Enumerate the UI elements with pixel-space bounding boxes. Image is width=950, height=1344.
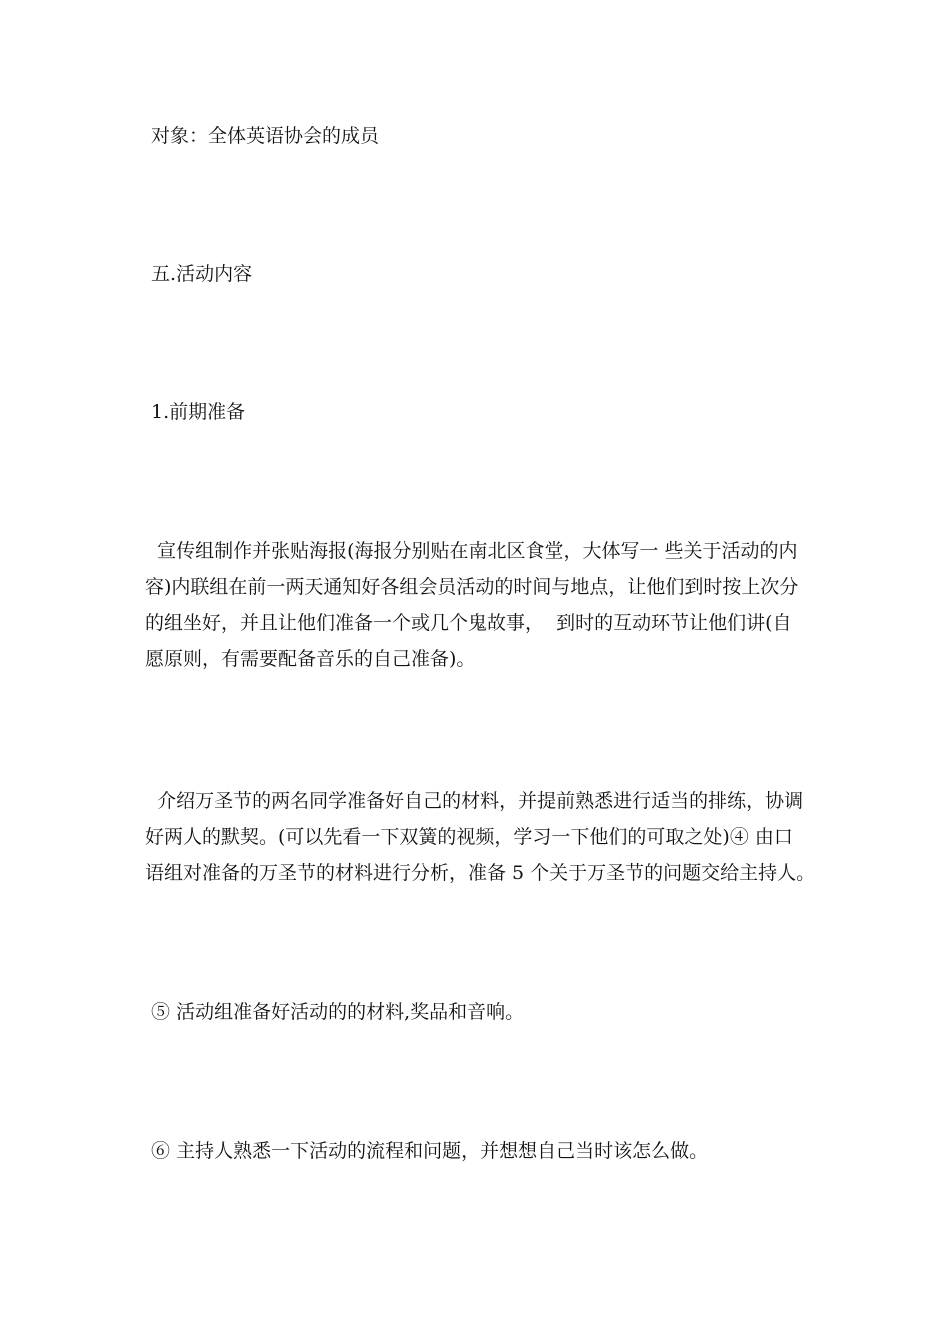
paragraph-line: 好两人的默契。(可以先看一下双簧的视频，学习一下他们的可取之处)④ 由口	[145, 826, 793, 848]
paragraph-halloween-intro	[145, 783, 816, 891]
paragraph-publicity	[145, 533, 810, 677]
paragraph-line: 容)内联组在前一两天通知好各组会员活动的时间与地点，让他们到时按上次分	[145, 576, 799, 598]
section-title: 五.活动内容	[145, 263, 253, 285]
target-audience-line: 对象：全体英语协会的成员	[145, 125, 380, 147]
subsection-title: 1.前期准备	[145, 401, 246, 423]
item-6-line: ⑥ 主持人熟悉一下活动的流程和问题，并想想自己当时该怎么做。	[145, 1140, 709, 1162]
paragraph-line: 介绍万圣节的两名同学准备好自己的材料，并提前熟悉进行适当的排练，协调	[145, 790, 804, 812]
item-5-line: ⑤ 活动组准备好活动的的材料,奖品和音响。	[145, 1001, 525, 1023]
paragraph-line: 愿原则，有需要配备音乐的自己准备)。	[145, 648, 476, 670]
paragraph-line: 的组坐好，并且让他们准备一个或几个鬼故事， 到时的互动环节让他们讲(自	[145, 612, 792, 634]
paragraph-line: 宣传组制作并张贴海报(海报分别贴在南北区食堂，大体写一 些关于活动的内	[145, 540, 798, 562]
paragraph-line: 语组对准备的万圣节的材料进行分析，准备 5 个关于万圣节的问题交给主持人。	[145, 862, 816, 884]
